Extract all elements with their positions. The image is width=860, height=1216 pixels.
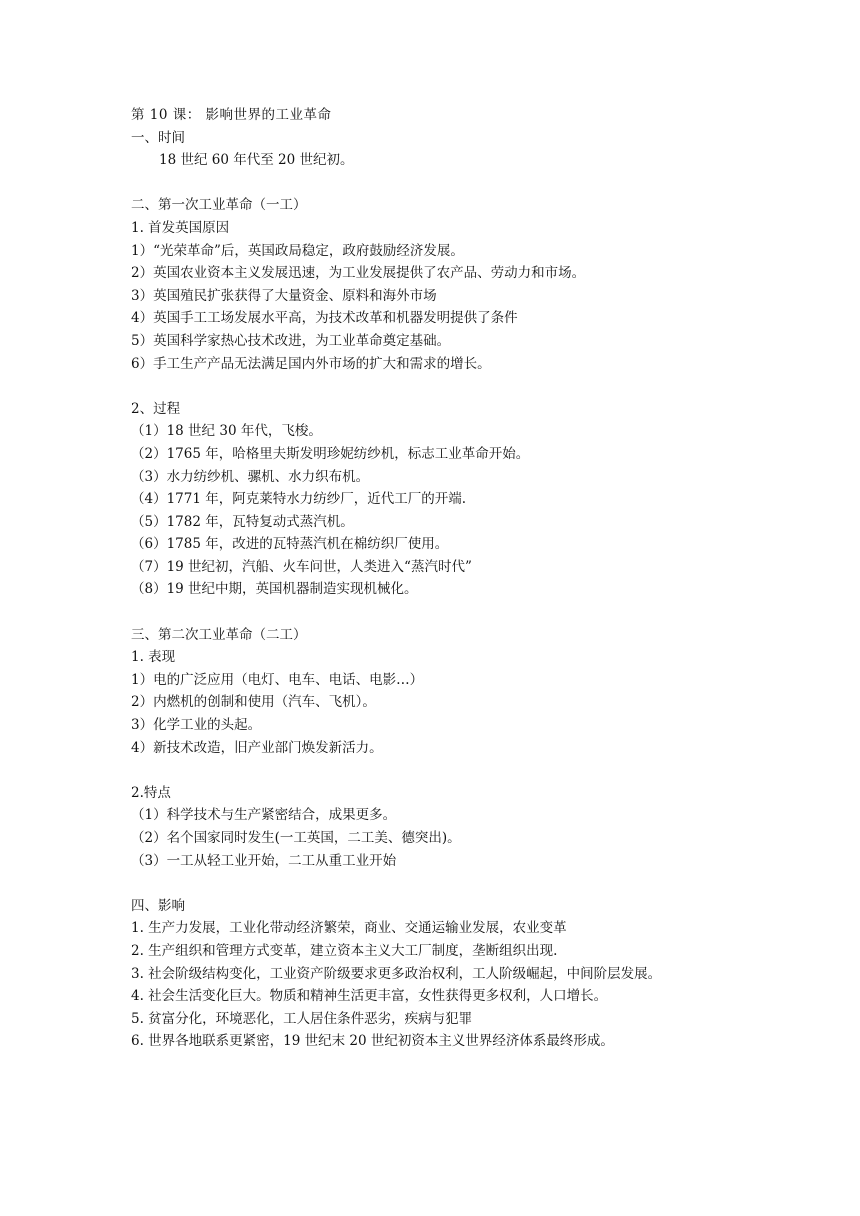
impact-item: 2. 生产组织和管理方式变革，建立资本主义大工厂制度，垄断组织出现. — [131, 942, 558, 959]
reason-item: 6）手工生产产品无法满足国内外市场的扩大和需求的增长。 — [131, 355, 491, 372]
reason-item: 5）英国科学家热心技术改进，为工业革命奠定基础。 — [131, 332, 451, 349]
reason-item: 2）英国农业资本主义发展迅速，为工业发展提供了农产品、劳动力和市场。 — [131, 265, 586, 282]
process-item: （7）19 世纪初，汽船、火车问世，人类进入“蒸汽时代” — [131, 558, 472, 575]
impact-item: 4. 社会生活变化巨大。物质和精神生活更丰富，女性获得更多权利，人口增长。 — [131, 988, 608, 1005]
process-item: （4）1771 年，阿克莱特水力纺纱厂，近代工厂的开端. — [131, 491, 467, 508]
spacer — [131, 759, 831, 782]
process-item: （6）1785 年，改进的瓦特蒸汽机在棉纺织厂使用。 — [131, 536, 449, 553]
process-item: （8）19 世纪中期，英国机器制造实现机械化。 — [131, 581, 418, 598]
reason-item: 4）英国手工工场发展水平高，为技术改革和机器发明提供了条件 — [131, 310, 518, 327]
reason-item: 1）“光荣革命”后，英国政局稳定，政府鼓励经济发展。 — [131, 242, 464, 259]
spacer — [131, 172, 831, 195]
characteristic-item: （3）一工从轻工业开始，二工从重工业开始 — [131, 852, 397, 869]
process-item: （1）18 世纪 30 年代，飞梭。 — [131, 423, 322, 440]
spacer — [131, 872, 831, 895]
process-item: （5）1782 年，瓦特复动式蒸汽机。 — [131, 513, 354, 530]
spacer — [131, 375, 831, 398]
section-heading-second-revolution: 三、第二次工业革命（二工） — [131, 626, 307, 643]
lesson-title: 第 10 课： 影响世界的工业革命 — [131, 107, 332, 123]
time-range-text: 18 世纪 60 年代至 20 世纪初。 — [159, 152, 354, 169]
impact-item: 3. 社会阶级结构变化，工业资产阶级要求更多政治权利，工人阶级崛起，中间阶层发展。 — [131, 965, 662, 982]
manifestation-item: 2）内燃机的创制和使用（汽车、飞机）。 — [131, 694, 376, 711]
process-item: （3）水力纺纱机、骡机、水力织布机。 — [131, 468, 370, 485]
characteristic-item: （1）科学技术与生产紧密结合，成果更多。 — [131, 807, 397, 824]
manifestation-item: 4）新技术改造，旧产业部门焕发新活力。 — [131, 739, 383, 756]
section-heading-impact: 四、影响 — [131, 897, 185, 914]
impact-item: 1. 生产力发展，工业化带动经济繁荣，商业、交通运输业发展，农业变革 — [131, 920, 567, 937]
section-heading-first-revolution: 二、第一次工业革命（一工） — [131, 197, 307, 214]
section-heading-time: 一、时间 — [131, 129, 185, 146]
subheading-manifestations: 1. 表现 — [131, 649, 176, 666]
subheading-characteristics: 2.特点 — [131, 784, 171, 801]
document-page — [131, 104, 831, 1053]
impact-item: 5. 贫富分化，环境恶化，工人居住条件恶劣，疾病与犯罪 — [131, 1010, 473, 1027]
characteristic-item: （2）名个国家同时发生(一工英国，二工美、德突出)。 — [131, 830, 461, 846]
manifestation-item: 1）电的广泛应用（电灯、电车、电话、电影…） — [131, 671, 424, 688]
subheading-process: 2、过程 — [131, 400, 181, 417]
manifestation-item: 3）化学工业的头起。 — [131, 717, 262, 734]
subheading-reasons: 1. 首发英国原因 — [131, 219, 230, 236]
reason-item: 3）英国殖民扩张获得了大量资金、原料和海外市场 — [131, 287, 437, 304]
spacer — [131, 601, 831, 624]
process-item: （2）1765 年，哈格里夫斯发明珍妮纺纱机，标志工业革命开始。 — [131, 445, 530, 462]
impact-item: 6. 世界各地联系更紧密，19 世纪末 20 世纪初资本主义世界经济体系最终形成。 — [131, 1033, 614, 1050]
